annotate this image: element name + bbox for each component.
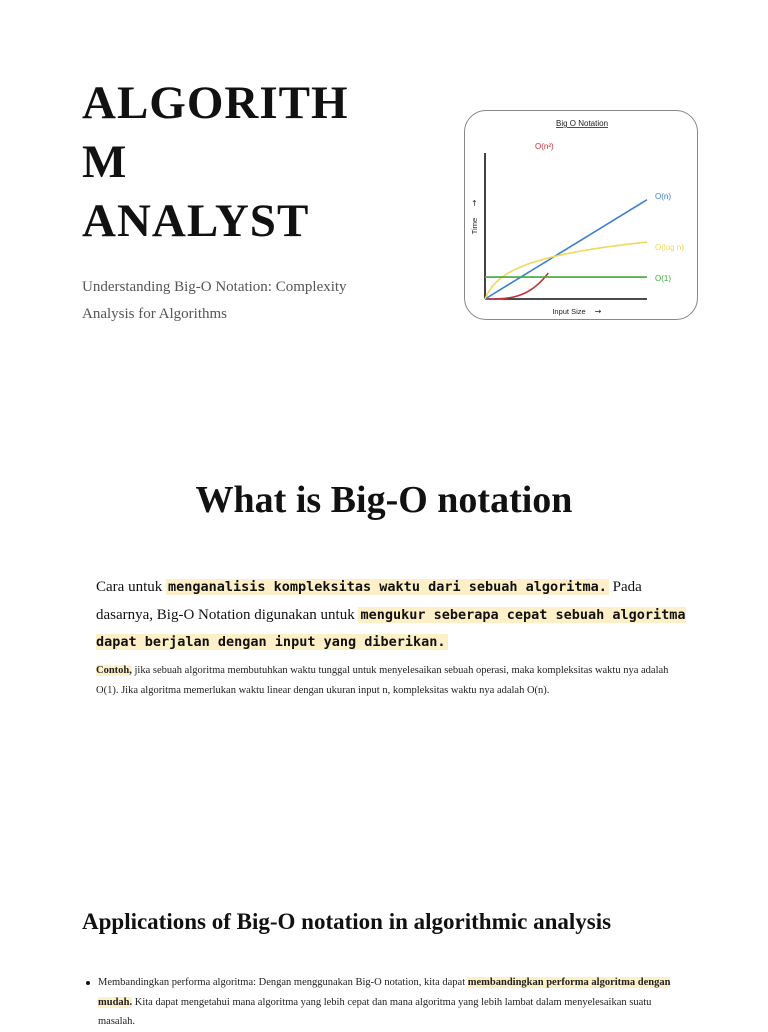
definition-highlight: mengukur seberapa cepat sebuah algoritma dapat berjalan dengan input yang diberikan. — [96, 606, 686, 650]
definition-paragraph — [96, 574, 686, 657]
series-label-3: O(1) — [655, 274, 671, 283]
big-o-chart-card — [464, 110, 698, 320]
series-line-1 — [485, 200, 647, 299]
definition-text: Pada dasarnya, Big-O Notation digunakan untuk — [96, 579, 642, 623]
section-heading-what-is: What is Big-O notation — [195, 479, 573, 521]
example-label: Contoh, — [96, 665, 132, 676]
list-item-text: Membandingkan performa algoritma: Dengan menggunakan Big-O notation, kita dapat — [98, 977, 468, 988]
document-title: ALGORITH M ANALYST — [82, 77, 349, 247]
x-axis-arrow: → — [594, 307, 602, 316]
list-item — [82, 973, 686, 1032]
series-label-0: O(n²) — [535, 142, 554, 151]
example-text: jika sebuah algoritma membutuhkan waktu tunggal untuk menyelesaikan sebuah operasi, maka kompleksitas waktu nya adalah O(1). Jika algoritma memerlukan waktu linear dengan ukuran input n, kompleksitas waktu nya adalah O(n). — [96, 665, 669, 696]
chart-title: Big O Notation — [555, 119, 609, 128]
series-label-1: O(n) — [655, 192, 671, 201]
example-paragraph — [96, 661, 686, 700]
list-item-highlight: membandingkan performa algoritma dengan mudah. — [98, 977, 671, 1008]
y-axis-label: Time — [470, 217, 479, 235]
definition-highlight: menganalisis kompleksitas waktu dari sebuah algoritma. — [167, 579, 607, 595]
x-axis-label: Input Size — [552, 307, 586, 316]
series-line-2 — [485, 242, 647, 299]
y-axis-arrow: → — [470, 199, 479, 207]
applications-list — [82, 973, 686, 1032]
definition-text: Cara untuk — [96, 579, 166, 595]
list-item-text: Kita dapat mengetahui mana algoritma yang lebih cepat dan mana algoritma yang lebih lambat dalam menyelesaikan suatu masalah. — [98, 996, 652, 1027]
big-o-chart — [465, 111, 698, 320]
section-heading-applications: Applications of Big-O notation in algorithmic analysis — [82, 909, 612, 934]
series-label-2: O(log n) — [655, 243, 684, 252]
document-subtitle: Understanding Big-O Notation: Complexity Analysis for Algorithms — [82, 279, 347, 322]
